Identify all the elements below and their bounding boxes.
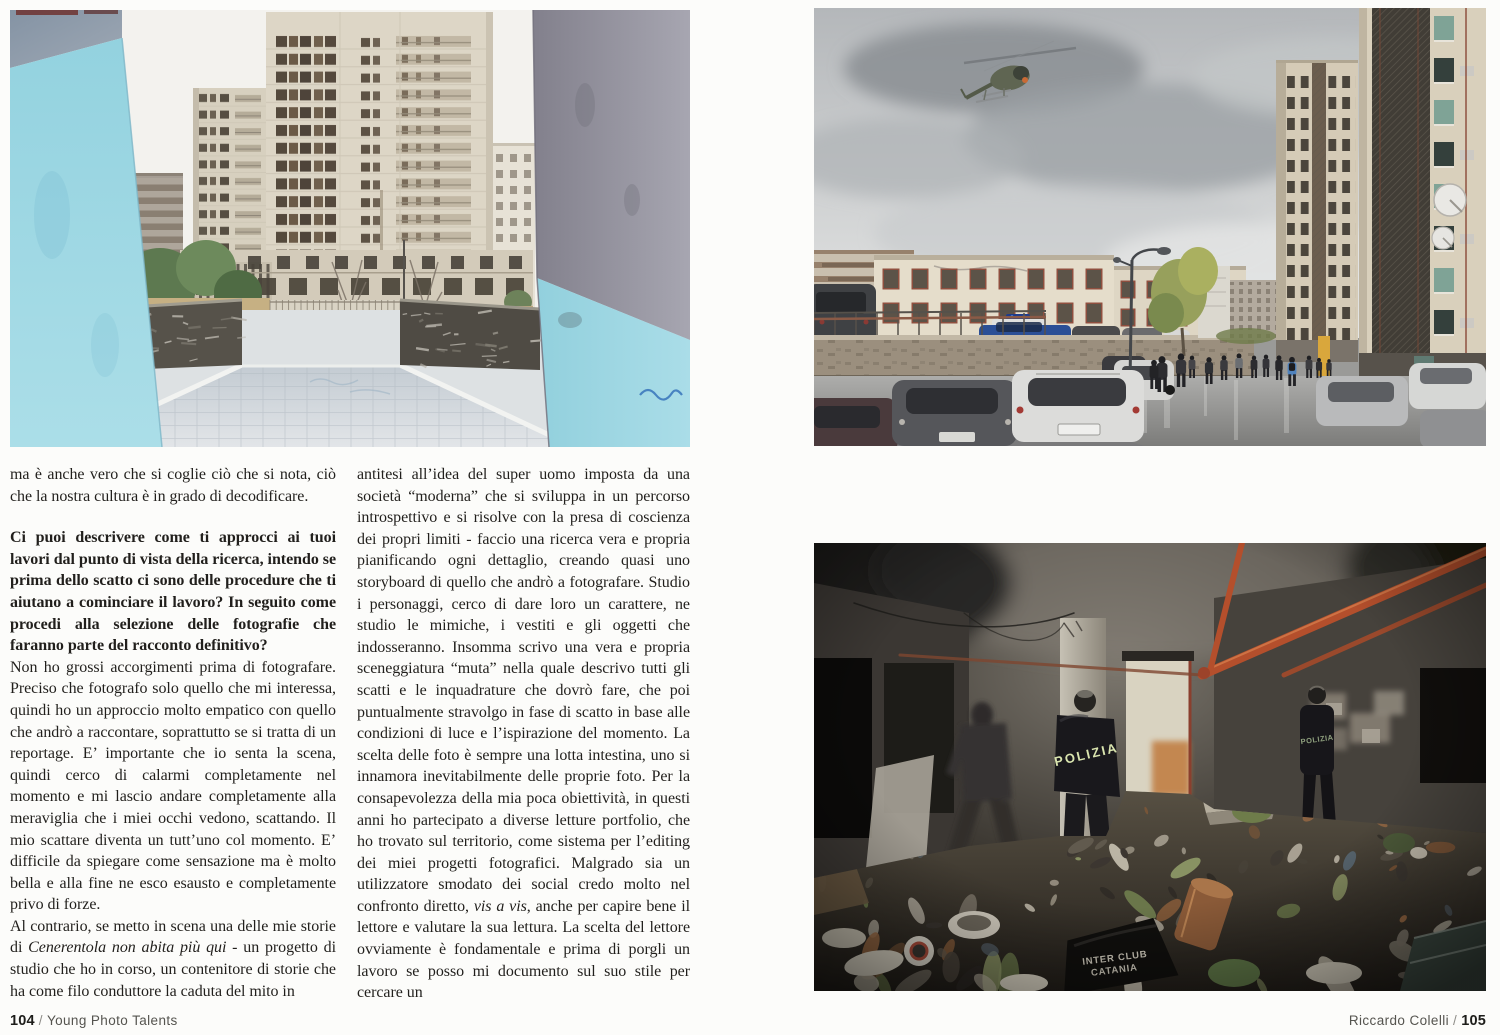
paragraph: Ci puoi descrivere come ti approcci ai tuoi lavori dal punto di vista della ricerca, intendo se prima dello scatto ci sono delle procedure che ti aiutano a cominciare il lavoro? In seguito come procedi alla selezione delle fotografie che faranno parte del racconto definitivo? [10, 529, 336, 655]
page-number-right: 105 [1461, 1013, 1486, 1029]
photo-helicopter-street [814, 8, 1486, 446]
section-title: Young Photo Talents [46, 1013, 178, 1028]
photo-blue-walls-towers [10, 10, 690, 447]
blue-wall-right [533, 10, 690, 447]
text-column-right [357, 464, 690, 1004]
paragraph: Al contrario, se metto in scena una delle mie storie di Cenerentola non abita più qui - un progetto di studio che ho in corso, un contenitore di storie che ha come filo conduttore la caduta del mito in [10, 917, 337, 1000]
text-column-left [10, 464, 336, 1002]
building-right-mid [1276, 60, 1358, 382]
paragraph: ma è anche vero che si coglie ciò che si nota, ciò che la nostra cultura è in grado di decodificare. [10, 466, 336, 505]
page-number-left: 104 [10, 1013, 35, 1029]
vignette [814, 543, 1486, 991]
footer-left [10, 1013, 178, 1029]
paragraph: Non ho grossi accorgimenti prima di fotografare. Preciso che fotografo solo quello che mi interessa, quindi ho un approccio molto empatico con quello che andrò a raccontare, soprattutto se si tratta di un reportage. E’ importante che io senta la scena, quindi cerco di calarmi completamente nel momento e mi lascio andare completamente alla meraviglia che i miei occhi vedono, scattando. Il mio scattare diventa un tutt’uno col momento. E’ difficile da spiegare come sensazione ma è molto bella e alla fine ne esco esausto e completamente privo di forze. [10, 658, 336, 914]
building-right-near [1359, 8, 1486, 386]
footer-separator: / [38, 1013, 43, 1028]
paragraph: antitesi all’idea del super uomo imposta da una società “moderna” che si sviluppa in un percorso introspettivo e si risolve con la presa di coscienza dei propri limiti - faccio una ricerca vera e propria pianificando ogni dettaglio, creando quasi uno storyboard di quello che andrò a fotografare. Studio i personaggi, cerco di dare loro un carattere, ne studio le mimiche, i vestiti e gli oggetti che indosseranno. Insomma scrivo una vera e propria sceneggiatura “muta” nella quale descrivo tutti gli scatti e le inquadrature che dovrò fare, che poi puntualmente stravolgo in fase di scatto in base alle condizioni di luce e l’ispirazione del momento. La scelta delle foto è sempre una lotta intestina, uno si innamora inevitabilmente delle proprie foto. Per la consapevolezza della mia poca obiettività, in questi anni ho partecipato a diverse letture portfolio, che ho trovato sul territorio, come sistema per l’editing dei miei progetti fotografici. Malgrado sia un utilizzatore smodato dei social credo molto nel confronto diretto, vis a vis, anche per capire bene il lettore e valutare la sua lettura. La scelta del lettore ovviamente è fondamentale e prima di porgli un lavoro se posso mi documento sul suo stile per cercare un [357, 466, 690, 1002]
footer-right [1349, 1013, 1486, 1029]
parapet-right [400, 300, 543, 370]
footer-separator: / [1453, 1013, 1458, 1028]
photo-polizia-interior [814, 543, 1486, 991]
author-name: Riccardo Colelli [1348, 1013, 1450, 1028]
